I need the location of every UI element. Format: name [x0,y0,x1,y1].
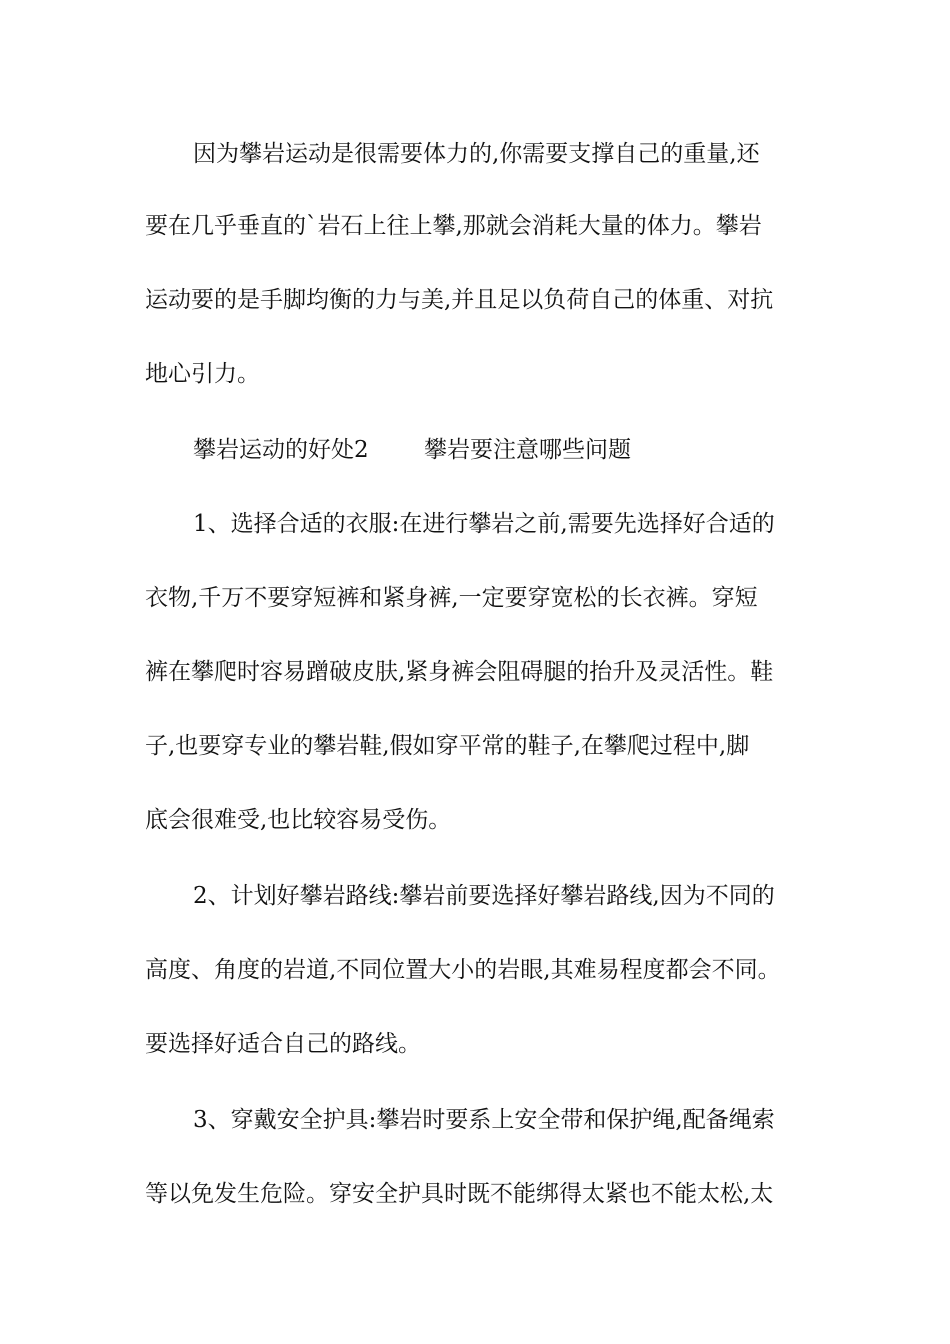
text-line: 子,也要穿专业的攀岩鞋,假如穿平常的鞋子,在攀爬过程中,脚 [145,733,750,759]
text-line: 高度、角度的岩道,不同位置大小的岩眼,其难易程度都会不同。 [145,957,781,983]
section-heading: 攀岩要注意哪些问题 [424,437,631,463]
text-line: 衣物,千万不要穿短裤和紧身裤,一定要穿宽松的长衣裤。穿短 [145,585,758,611]
text-line: 底会很难受,也比较容易受伤。 [145,807,452,833]
text-line: 要选择好适合自己的路线。 [145,1031,421,1057]
text-line: 1、选择合适的衣服:在进行攀岩之前,需要先选择好合适的 [193,511,775,537]
text-line: 2、计划好攀岩路线:攀岩前要选择好攀岩路线,因为不同的 [193,883,775,909]
text-line: 等以免发生危险。穿安全护具时既不能绑得太紧也不能太松,太 [145,1181,774,1207]
text-line: 地心引力。 [145,361,260,387]
text-line: 裤在攀爬时容易蹭破皮肤,紧身裤会阻碍腿的抬升及灵活性。鞋 [145,659,774,685]
text-line: 要在几乎垂直的`岩石上往上攀,那就会消耗大量的体力。攀岩 [145,213,762,239]
text-line: 因为攀岩运动是很需要体力的,你需要支撑自己的重量,还 [193,141,760,167]
text-line: 运动要的是手脚均衡的力与美,并且足以负荷自己的体重、对抗 [145,287,774,313]
text-line: 3、穿戴安全护具:攀岩时要系上安全带和保护绳,配备绳索 [193,1107,775,1133]
section-heading: 攀岩运动的好处2 [193,437,369,463]
